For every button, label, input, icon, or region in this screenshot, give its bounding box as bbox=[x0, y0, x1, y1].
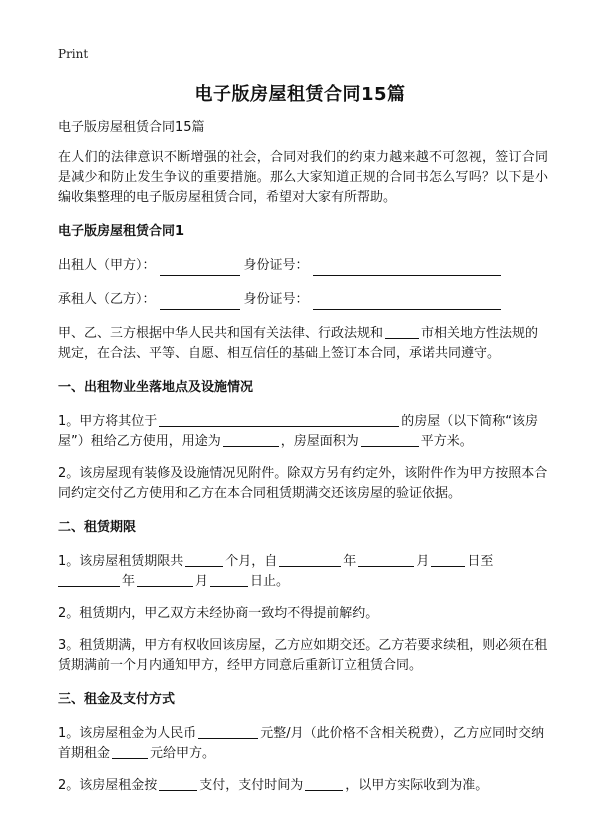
s1p1-text-a: 1。甲方将其位于 bbox=[58, 414, 158, 429]
start-month-blank bbox=[358, 553, 414, 567]
end-day-blank bbox=[210, 573, 248, 587]
s2p1-text-h: 日止。 bbox=[250, 574, 290, 589]
s1p1-text-c: ，房屋面积为 bbox=[280, 434, 359, 449]
rent-amount-blank bbox=[198, 725, 258, 739]
first-rent-blank bbox=[112, 745, 148, 759]
payment-time-blank bbox=[305, 777, 343, 791]
s2p1-text-e: 日至 bbox=[467, 554, 494, 569]
contract-heading: 电子版房屋租赁合同1 bbox=[58, 224, 185, 239]
s2p1-text-d: 月 bbox=[416, 554, 430, 569]
lessor-row bbox=[58, 256, 548, 276]
area-blank bbox=[361, 433, 419, 447]
lessee-name-blank bbox=[160, 296, 240, 310]
section3-paragraph1 bbox=[58, 724, 548, 764]
section1-paragraph1 bbox=[58, 412, 548, 452]
lessee-id-blank bbox=[313, 296, 501, 310]
payment-cycle-blank bbox=[159, 777, 197, 791]
start-year-blank bbox=[279, 553, 341, 567]
location-blank bbox=[159, 413, 399, 427]
s3p2-text-b: 支付，支付时间为 bbox=[199, 778, 304, 793]
lessor-name-blank bbox=[160, 262, 240, 276]
section3-paragraph2 bbox=[58, 776, 548, 796]
lessor-label: 出租人（甲方）： bbox=[58, 258, 156, 273]
preamble-text-b: 市相关地方性法规的规定，在合法、平等、自愿、相互信任的基础上签订本合同，承诺共同遵守。 bbox=[58, 326, 539, 361]
section1-heading: 一、出租物业坐落地点及设施情况 bbox=[58, 380, 254, 395]
end-year-blank bbox=[58, 573, 120, 587]
end-month-blank bbox=[137, 573, 193, 587]
preamble-text-a: 甲、乙、三方根据中华人民共和国有关法律、行政法规和 bbox=[58, 326, 384, 341]
s2p1-text-g: 月 bbox=[195, 574, 209, 589]
section2-paragraph3: 3。租赁期满，甲方有权收回该房屋，乙方应如期交还。乙方若要求续租，则必须在租赁期满前一个月内通知甲方，经甲方同意后重新订立租赁合同。 bbox=[58, 638, 548, 673]
s3p1-text-a: 1。该房屋租金为人民币 bbox=[58, 726, 197, 741]
s2p1-text-c: 年 bbox=[343, 554, 357, 569]
lessee-label: 承租人（乙方）： bbox=[58, 292, 156, 307]
s2p1-text-b: 个月，自 bbox=[225, 554, 278, 569]
print-link[interactable]: Print bbox=[58, 47, 89, 61]
section2-paragraph1 bbox=[58, 552, 548, 592]
section2-paragraph2: 2。租赁期内，甲乙双方未经协商一致均不得提前解约。 bbox=[58, 606, 379, 621]
section1-paragraph2: 2。该房屋现有装修及设施情况见附件。除双方另有约定外，该附件作为甲方按照本合同约定交付乙方使用和乙方在本合同租赁期满交还该房屋的验证依据。 bbox=[58, 466, 548, 501]
s1p1-text-b: 的房屋（以下简称“该房屋”）租给乙方使用，用途为 bbox=[58, 414, 539, 449]
preamble-paragraph bbox=[58, 324, 548, 364]
lessor-id-label: 身份证号： bbox=[243, 258, 309, 273]
document-subtitle: 电子版房屋租赁合同15篇 bbox=[58, 120, 205, 135]
city-blank bbox=[385, 325, 419, 339]
start-day-blank bbox=[431, 553, 465, 567]
section3-heading: 三、租金及支付方式 bbox=[58, 692, 176, 707]
months-blank bbox=[185, 553, 223, 567]
lessee-id-label: 身份证号： bbox=[243, 292, 309, 307]
s3p2-text-c: ，以甲方实际收到为准。 bbox=[345, 778, 489, 793]
intro-paragraph: 在人们的法律意识不断增强的社会，合同对我们的约束力越来越不可忽视，签订合同是减少和防止发生争议的重要措施。那么大家知道正规的合同书怎么写吗？以下是小编收集整理的电子版房屋租赁合同，希望对大家有所帮助。 bbox=[58, 150, 548, 205]
lessee-row bbox=[58, 290, 548, 310]
usage-blank bbox=[223, 433, 279, 447]
document-body bbox=[58, 118, 548, 796]
s1p1-text-d: 平方米。 bbox=[420, 434, 473, 449]
section2-heading: 二、租赁期限 bbox=[58, 520, 137, 535]
lessor-id-blank bbox=[313, 262, 501, 276]
s3p2-text-a: 2。该房屋租金按 bbox=[58, 778, 158, 793]
document-title: 电子版房屋租赁合同15篇 bbox=[194, 84, 406, 105]
s3p1-text-c: 元给甲方。 bbox=[150, 746, 216, 761]
s2p1-text-a: 1。该房屋租赁期限共 bbox=[58, 554, 184, 569]
s2p1-text-f: 年 bbox=[122, 574, 136, 589]
s3p1-text-b: 元整/月（此价格不含相关税费），乙方应同时交纳首期租金 bbox=[58, 726, 545, 761]
